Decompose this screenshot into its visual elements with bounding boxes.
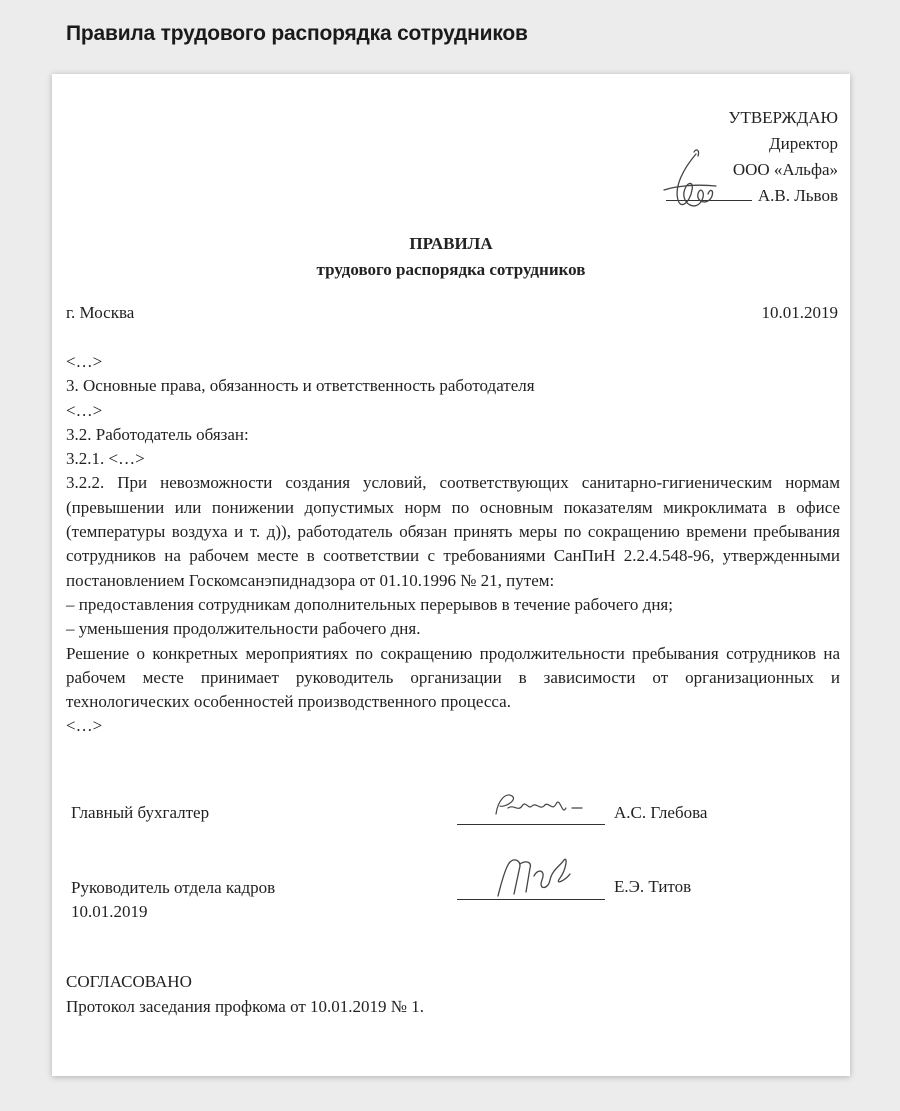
hr-role-title: Руководитель отдела кадров [71,878,276,897]
list-item: – уменьшения продолжительности рабочего дня. [66,619,421,639]
accountant-role: Главный бухгалтер [71,803,210,822]
body-paragraph: 3.2. Работодатель обязан: [66,424,249,444]
document-title [52,231,850,283]
document-title-line2: трудового распорядка сотрудников [316,260,586,279]
accountant-name: А.С. Глебова [614,803,708,822]
document-place: г. Москва [66,303,135,322]
body-paragraph: 3.2.2. При невозможности создания условий, соответствующих санитарно-гигиеническим нормам (превышении или понижении допустимых норм по основным показателям микроклимата в офисе (температуры воздуха и т. д)), работодатель обязан принять меры по сокращению времени пребывания сотрудников на рабочем месте в соответствии с требованиями СанПиН 2.2.4.548-96, утвержденными постановлением Госкомсанэпиднадзора от 01.10.1996 № 21, путем: [66,473,840,590]
document-body [66,350,840,739]
hr-date: 10.01.2019 [71,902,148,921]
accountant-signature [490,786,600,826]
document-sheet [52,74,850,1076]
page-title: Правила трудового распорядка сотрудников [66,22,528,45]
hr-name: Е.Э. Титов [614,877,692,896]
agreed-protocol: Протокол заседания профкома от 10.01.2019 № 1. [66,997,425,1016]
document-date: 10.01.2019 [761,303,838,322]
body-paragraph: <…> [66,400,103,420]
list-item: – предоставления сотрудникам дополнительных перерывов в течение рабочего дня; [66,594,673,614]
approval-heading: УТВЕРЖДАЮ [728,108,838,127]
agreed-block [66,969,424,1019]
hr-signature [490,850,590,904]
approval-position: Директор [769,134,838,153]
approval-company: ООО «Альфа» [732,160,838,179]
body-paragraph: <…> [66,716,103,736]
document-title-line1: ПРАВИЛА [409,234,493,253]
body-paragraph: Решение о конкретных мероприятиях по сокращению продолжительности пребывания сотрудников на рабочем месте принимает руководитель организации в зависимости от организационных и технологических особенностей производственного процесса. [66,643,840,712]
approval-signer: А.В. Львов [757,186,838,205]
section-heading: 3. Основные права, обязанность и ответственность работодателя [66,376,535,396]
hr-signature-line [457,898,605,900]
director-signature [656,146,734,216]
body-paragraph: 3.2.1. <…> [66,449,145,469]
body-paragraph: <…> [66,352,103,371]
agreed-heading: СОГЛАСОВАНО [66,972,192,991]
hr-role [71,876,275,924]
accountant-signature-line [457,823,605,825]
